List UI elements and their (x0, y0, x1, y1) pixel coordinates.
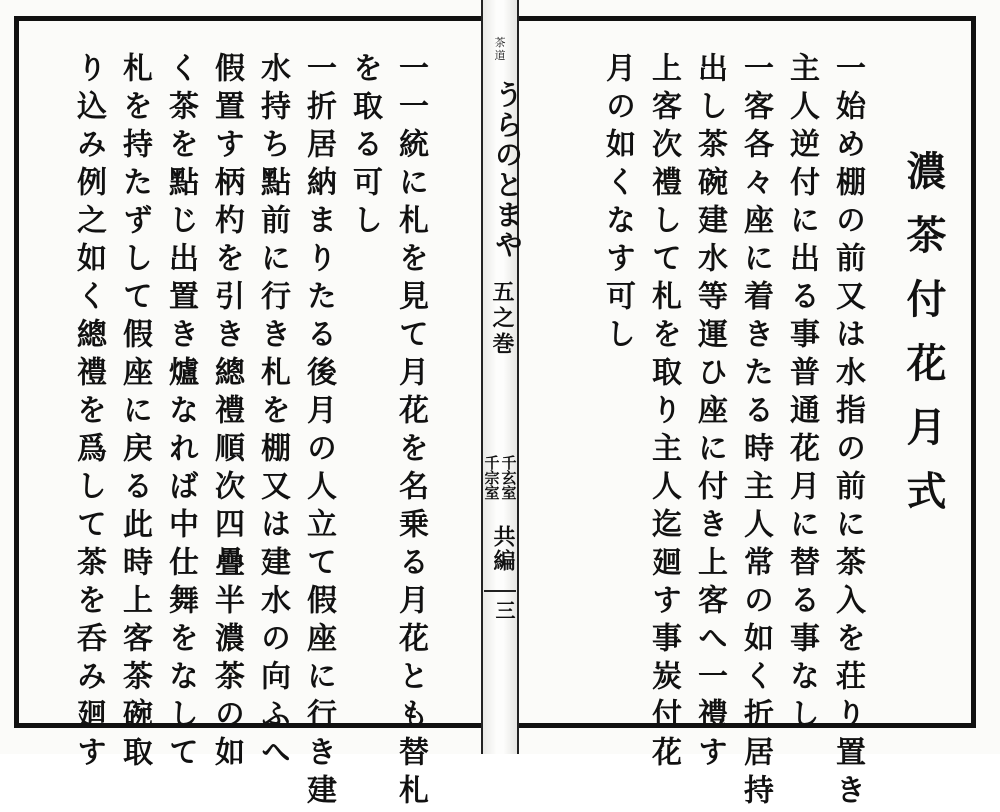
text-column: 假置す柄杓を引き總禮順次四疊半濃茶の如 (209, 52, 244, 774)
authors (483, 455, 517, 500)
text-column: 札を持たずして假座に戻る此時上客茶碗取 (117, 52, 152, 774)
author-1: 千玄室 (499, 455, 518, 500)
text-column: り込み例之如く總禮を爲して茶を呑み廻す (71, 52, 106, 774)
text-column: 一一統に札を見て月花を名乗る月花とも替札 (393, 52, 428, 812)
text-column: を取る可し (347, 52, 382, 242)
text-column: 一折居納まりたる後月の人立て假座に行き建 (301, 52, 336, 812)
text-column: 一客各々座に着きたる時主人常の如く折居持 (738, 52, 773, 812)
book-title: うらのとまや (491, 80, 524, 260)
text-column: 出し茶碗建水等運ひ座に付き上客へ一禮す (692, 52, 727, 774)
text-column: 水持ち點前に行き札を棚又は建水の向ふへ (255, 52, 290, 774)
author-2: 千宗室 (482, 455, 501, 500)
spine-tag-top: 茶 (494, 36, 506, 49)
volume-label: 五之巻 (489, 280, 515, 358)
text-column: 上客次禮して札を取り主人迄廻す事炭付花 (646, 52, 681, 774)
section-title: 濃茶付花月式 (900, 150, 947, 534)
spine-tag-bottom: 道 (494, 49, 506, 62)
spine-divider (484, 590, 516, 592)
text-column: 月の如くなす可し (600, 52, 635, 356)
text-column: く茶を點じ出置き爐なれば中仕舞をなして (163, 52, 198, 774)
text-column: 主人逆付に出る事普通花月に替る事なし (784, 52, 819, 736)
edited-label: 共編 (490, 525, 516, 573)
text-column: 一始め棚の前又は水指の前に茶入を荘り置き (830, 52, 865, 812)
page-number: 三 (492, 600, 516, 620)
spine-tag (484, 36, 516, 76)
